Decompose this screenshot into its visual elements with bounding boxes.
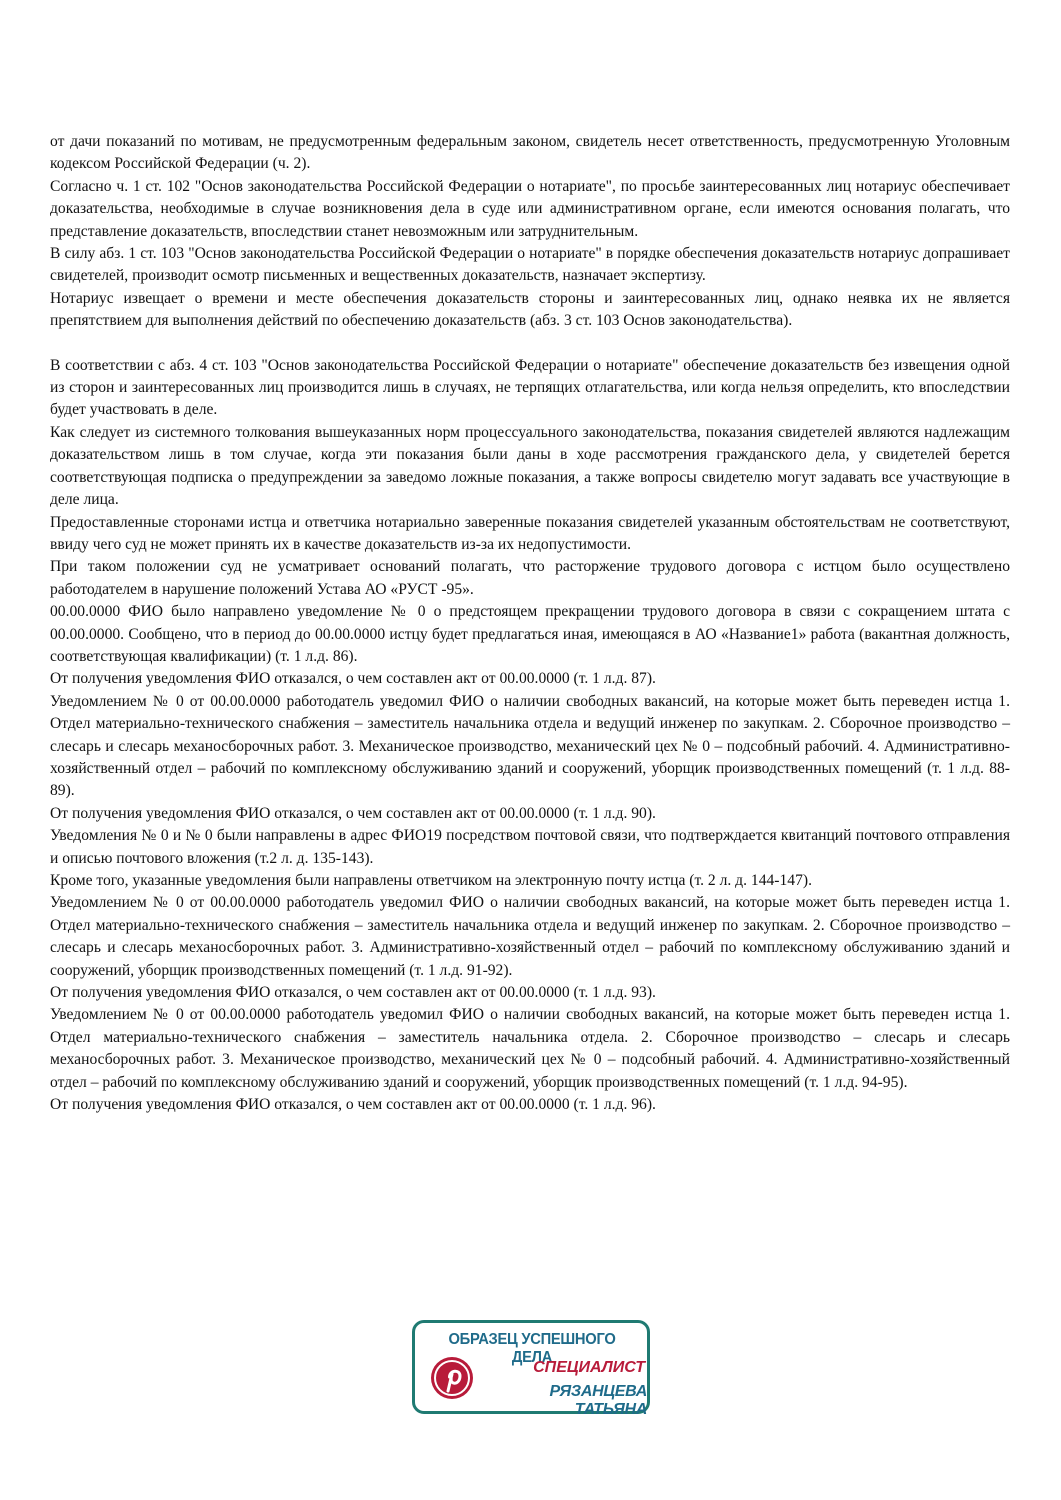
paragraph: Согласно ч. 1 ст. 102 "Основ законодательства Российской Федерации о нотариате", по просьбе заинтересованных лиц нотариус обеспечивает доказательства, необходимые в случае возникновения дела в суде или административном органе, если имеются основания полагать, что представление доказательств, впоследствии станет невозможным или затруднительным. — [50, 177, 1010, 240]
stamp-name: РЯЗАНЦЕВА ТАТЬЯНА — [549, 1383, 647, 1418]
paragraph: Предоставленные сторонами истца и ответчика нотариально заверенные показания свидетелей указанным обстоятельствам не соответствуют, ввиду чего суд не может принять их в качестве доказательств из-за их недопустимости. — [50, 513, 1010, 553]
paragraph: от дачи показаний по мотивам, не предусмотренным федеральным законом, свидетель несет ответственность, предусмотренную Уголовным кодексом Российской Федерации (ч. 2). — [50, 133, 1010, 173]
paragraph: От получения уведомления ФИО отказался, о чем составлен акт от 00.00.0000 (т. 1 л.д. 90). — [50, 804, 656, 822]
paragraph: 00.00.0000 ФИО было направлено уведомление № 0 о предстоящем прекращении трудового договора в связи с сокращением штата с 00.00.0000. Сообщено, что в период до 00.00.0000 истцу будет предлагаться иная, имеющаяся в АО «Название1» работа (вакантная должность, соответствующая квалификации) (т. 1 л.д. 86). — [50, 603, 1010, 665]
paragraph: Уведомления № 0 и № 0 были направлены в адрес ФИО19 посредством почтовой связи, что подтверждается квитанций почтового отправления и описью почтового вложения (т.2 л. д. 135-143). — [50, 827, 1010, 867]
paragraph: При таком положении суд не усматривает оснований полагать, что расторжение трудового договора с истцом было осуществлено работодателем в нарушение положений Устава АО «РУСТ -95». — [50, 558, 1010, 598]
paragraph: В силу абз. 1 ст. 103 "Основ законодательства Российской Федерации о нотариате" в порядке обеспечения доказательств нотариус допрашивает свидетелей, производит осмотр письменных и вещественных доказательств, назначает экспертизу. — [50, 245, 1010, 285]
paragraph: Уведомлением № 0 от 00.00.0000 работодатель уведомил ФИО о наличии свободных вакансий, на которые может быть переведен истца 1. Отдел материально-технического снабжения – заместитель начальника отдела и ведущий инженер по закупкам. 2. Сборочное производство – слесарь и слесарь механосборочных работ. 3. Административно-хозяйственный отдел – рабочий по комплексному обслуживанию зданий и сооружений, уборщик производственных помещений (т. 1 л.д. 91-92). — [50, 894, 1010, 979]
paragraph: Уведомлением № 0 от 00.00.0000 работодатель уведомил ФИО о наличии свободных вакансий, на которые может быть переведен истца 1. Отдел материально-технического снабжения – заместитель начальника отдела и ведущий инженер по закупкам. 2. Сборочное производство – слесарь и слесарь механосборочных работ. 3. Механическое производство, механический цех № 0 – подсобный рабочий. 4. Административно-хозяйственный отдел – рабочий по комплексному обслуживанию зданий и сооружений, уборщик производственных помещений (т. 1 л.д. 88-89). — [50, 692, 1010, 800]
paragraph: От получения уведомления ФИО отказался, о чем составлен акт от 00.00.0000 (т. 1 л.д. 96). — [50, 1096, 656, 1114]
watermark-stamp — [412, 1320, 650, 1418]
paragraph: Нотариус извещает о времени и месте обеспечения доказательств стороны и заинтересованных лиц, однако неявка их не является препятствием для выполнения действий по обеспечению доказательств (абз. 3 ст. 103 Основ законодательства). — [50, 289, 1010, 330]
pinterest-icon — [429, 1355, 475, 1401]
paragraph: От получения уведомления ФИО отказался, о чем составлен акт от 00.00.0000 (т. 1 л.д. 93). — [50, 984, 656, 1002]
paragraph: В соответствии с абз. 4 ст. 103 "Основ законодательства Российской Федерации о нотариате" обеспечение доказательств без извещения одной из сторон и заинтересованных лиц производится лишь в случаях, не терпящих отлагательства, или когда нельзя определить, кто впоследствии будет участвовать в деле. — [50, 356, 1010, 419]
stamp-title: ОБРАЗЕЦ УСПЕШНОГО ДЕЛА — [448, 1331, 616, 1366]
paragraph: Кроме того, указанные уведомления были направлены ответчиком на электронную почту истца (т. 2 л. д. 144-147). — [50, 872, 812, 889]
paragraph: Как следует из системного толкования вышеуказанных норм процессуального законодательства, показания свидетелей являются надлежащим доказательством лишь в том случае, когда эти показания были даны в ходе рассмотрения гражданского дела, у свидетелей берется соответствующая подписка о предупреждении за заведомо ложные показания, а также вопросы свидетелю могут задавать все участвующие в деле лица. — [50, 423, 1010, 509]
paragraph: Уведомлением № 0 от 00.00.0000 работодатель уведомил ФИО о наличии свободных вакансий, на которые может быть переведен истца 1. Отдел материально-технического снабжения – заместитель начальника отдела. 2. Сборочное производство – слесарь и слесарь механосборочных работ. 3. Механическое производство, механический цех № 0 – подсобный рабочий. 4. Административно-хозяйственный отдел – рабочий по комплексному обслуживанию зданий и сооружений, уборщик производственных помещений (т. 1 л.д. 94-95). — [50, 1006, 1010, 1091]
stamp-specialist: СПЕЦИАЛИСТ — [533, 1359, 645, 1376]
paragraph-gap — [50, 333, 1010, 355]
document-body — [50, 131, 1010, 1116]
paragraph: От получения уведомления ФИО отказался, о чем составлен акт от 00.00.0000 (т. 1 л.д. 87). — [50, 670, 656, 688]
